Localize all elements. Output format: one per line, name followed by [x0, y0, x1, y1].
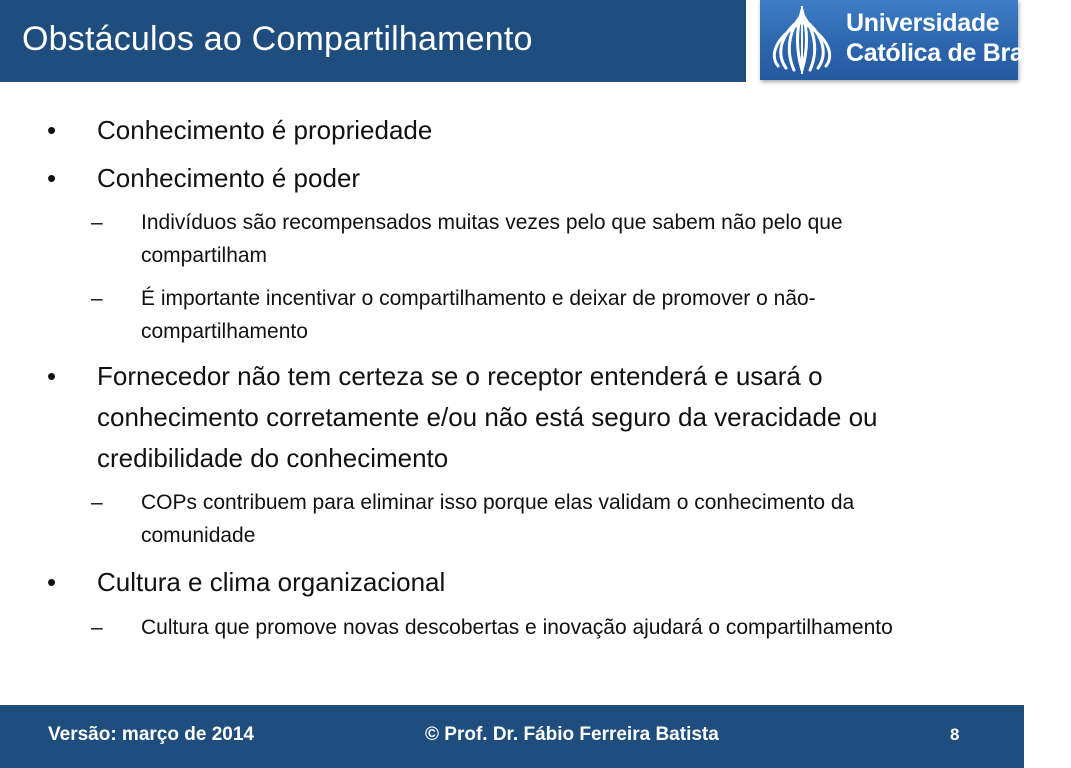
slide-title: Obstáculos ao Compartilhamento [22, 20, 533, 58]
footer-author: © Prof. Dr. Fábio Ferreira Batista [425, 724, 719, 745]
sub-bullet-marker: – [91, 287, 103, 310]
sub-bullet-text: É importante incentivar o compartilhamento e deixar de promover o não-compartilhamento [141, 287, 816, 343]
bullet-item [47, 110, 977, 151]
bullet-item [47, 158, 977, 199]
logo-line-2: Católica de Brasília [846, 39, 1071, 67]
sub-bullet-item [91, 282, 971, 348]
header-bar [0, 0, 746, 82]
logo-line-1: Universidade [846, 9, 1000, 37]
bullet-text: Cultura e clima organizacional [97, 567, 446, 597]
bullet-marker: • [47, 115, 57, 145]
university-logo [760, 0, 1071, 80]
sub-bullet-text: Indivíduos são recompensados muitas vezes pelo que sabem não pelo que compartilham [141, 211, 843, 267]
university-emblem-icon [766, 4, 838, 76]
footer-bar [0, 705, 1024, 768]
logo-text [846, 8, 1071, 68]
sub-bullet-marker: – [91, 211, 103, 234]
sub-bullet-text: Cultura que promove novas descobertas e inovação ajudará o compartilhamento [141, 616, 893, 639]
bullet-item [47, 562, 977, 603]
bullet-text: Conhecimento é propriedade [97, 115, 433, 145]
sub-bullet-item [91, 611, 971, 644]
sub-bullet-item [91, 486, 971, 552]
page-number: 8 [950, 725, 960, 744]
sub-bullet-item [91, 206, 971, 272]
sub-bullet-marker: – [91, 491, 103, 514]
bullet-marker: • [47, 163, 57, 193]
bullet-text: Conhecimento é poder [97, 163, 361, 193]
bullet-marker: • [47, 567, 57, 597]
bullet-text: Fornecedor não tem certeza se o receptor entenderá e usará o conhecimento corretamente e/ou não está seguro da veracidade ou credibilidade do conhecimento [97, 361, 878, 473]
sub-bullet-text: COPs contribuem para eliminar isso porque elas validam o conhecimento da comunidade [141, 491, 855, 547]
bullet-marker: • [47, 361, 57, 391]
bullet-item [47, 356, 977, 479]
footer-version: Versão: março de 2014 [48, 724, 254, 745]
sub-bullet-marker: – [91, 616, 103, 639]
